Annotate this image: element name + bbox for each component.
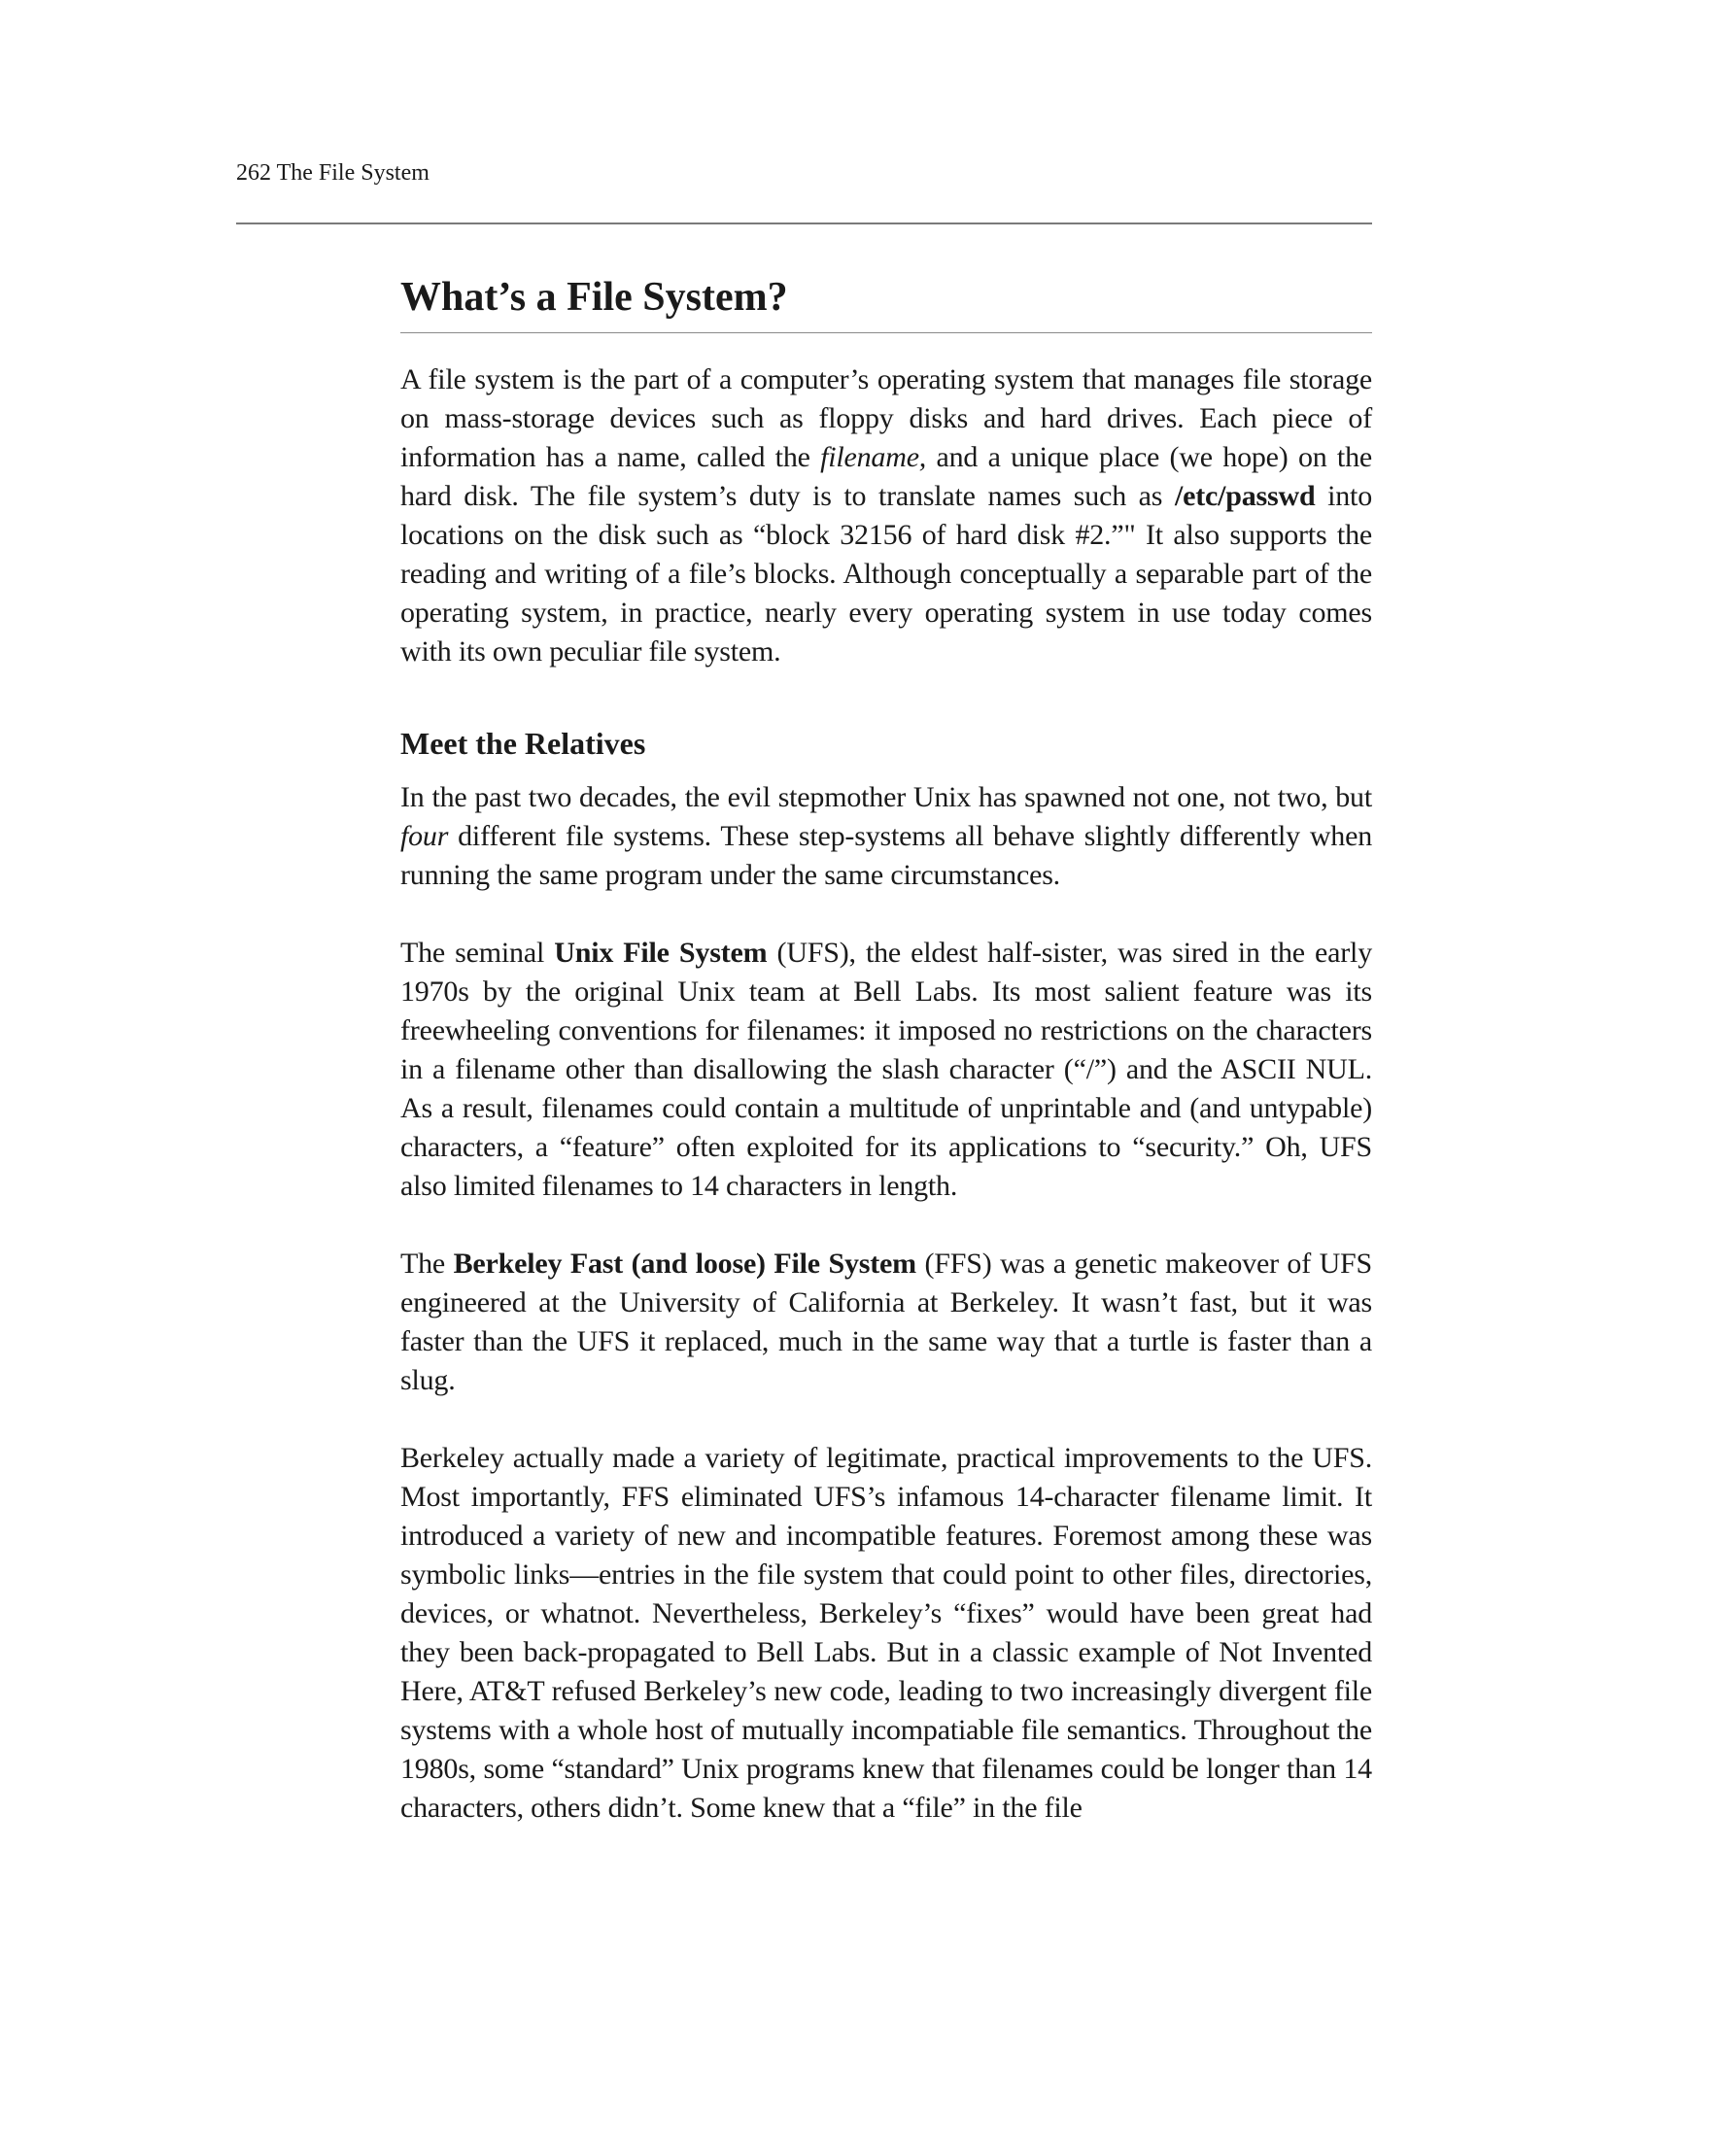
- ufs-term: Unix File System: [554, 937, 768, 969]
- four-emphasis: four: [400, 820, 449, 852]
- p3-text-b: (UFS), the eldest half-sister, was sired in the early 1970s by the original Unix team at Bell Labs. Its most salient feature was its freewheeling conventions for filenames: it imposed no restrictions on the characters in a filename other than disallowing the slash character (“/”) and the ASCII NUL. As a result, filenames could contain a multitude of unprintable and (and untypable) characters, a “feature” often exploited for its applications to “security.” Oh, UFS also limited filenames to 14 characters in length.: [400, 937, 1372, 1202]
- p3-text-a: The seminal: [400, 937, 555, 969]
- paragraph-berkeley-improvements: Berkeley actually made a variety of legitimate, practical improvements to the UFS. Most importantly, FFS eliminated UFS’s infamous 14-character filename limit. It introduced a variety of new and incompatible features. Foremost among these was symbolic links—entries in the file system that could point to other files, directories, devices, or whatnot. Nevertheless, Berkeley’s “fixes” would have been great had they been back-propagated to Bell Labs. But in a classic example of Not Invented Here, AT&T refused Berkeley’s new code, leading to two increasingly divergent file systems with a whole host of mutually incompatiable file semantics. Throughout the 1980s, some “standard” Unix programs knew that filenames could be longer than 14 characters, others didn’t. Some knew that a “file” in the file: [400, 1442, 1372, 1824]
- p4-text-b: (FFS) was a genetic makeover of UFS engineered at the University of California at Berkeley. It wasn’t fast, but it was faster than the UFS it replaced, much in the same way that a turtle is faster than a slug.: [400, 1248, 1373, 1396]
- subsection-heading: Meet the Relatives: [400, 726, 646, 761]
- p2-text-b: different file systems. These step-systems all behave slightly differently when running the same program under the same circumstances.: [400, 820, 1372, 891]
- p1-text-b: and a unique place (we hope) on the hard disk. The file system’s duty is to translate names such as: [400, 441, 1372, 512]
- paragraph-four-file-systems: [400, 778, 1372, 895]
- p1-text-c: into locations on the disk such as “block 32156 of hard disk #2.”" It also supports the reading and writing of a file’s blocks. Although conceptually a separable part of the operating system, in practice, nearly every operating system in use today comes with its own peculiar file system.: [400, 480, 1372, 667]
- paragraph-ffs: [400, 1245, 1372, 1400]
- paragraph-ufs: [400, 934, 1372, 1206]
- page-body: [400, 268, 1372, 1828]
- section-heading: What’s a File System?: [400, 268, 1372, 333]
- ffs-term: Berkeley Fast (and loose) File System: [453, 1248, 916, 1280]
- running-head: 262 The File System: [236, 160, 430, 186]
- header-rule: [236, 222, 1372, 224]
- paragraph-what-is-file-system: [400, 360, 1372, 671]
- filename-term: filename,: [820, 441, 927, 473]
- p1-text-a: A file system is the part of a computer’s operating system that manages file storage on mass-storage devices such as floppy disks and hard drives. Each piece of information has a name, called the: [400, 363, 1372, 473]
- passwd-path: /etc/passwd: [1174, 480, 1316, 512]
- p4-text-a: The: [400, 1248, 454, 1280]
- p2-text-a: In the past two decades, the evil stepmother Unix has spawned not one, not two, but: [400, 781, 1372, 813]
